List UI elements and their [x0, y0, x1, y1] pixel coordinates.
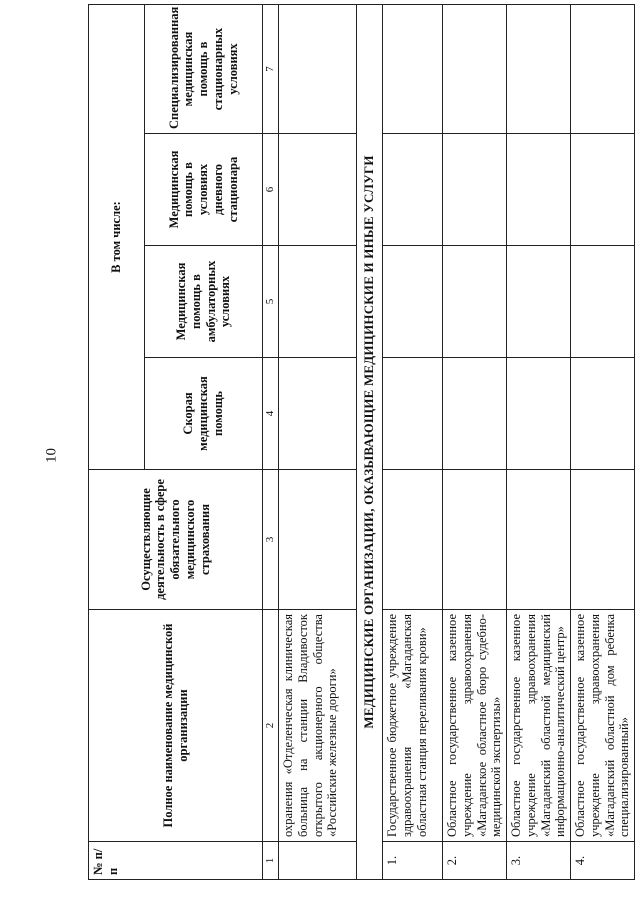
- index-row: [263, 5, 279, 880]
- header-specialized: Специализированная медицинская помощь в стационарных условиях: [145, 5, 263, 134]
- empty-cell: [571, 470, 635, 610]
- header-in-total: В том числе:: [89, 5, 145, 470]
- empty-cell: [279, 470, 357, 610]
- header-oms: Осуществляющие деятельность в сфере обязательного медицинского страхования: [89, 470, 263, 610]
- table-row: [443, 5, 507, 880]
- row-number: 1.: [383, 842, 443, 880]
- index-cell: 6: [263, 134, 279, 246]
- carry-over-no: [279, 842, 357, 880]
- row-number: 2.: [443, 842, 507, 880]
- organization-name: Областное государственное казенное учреждение здравоохранения «Магаданское областное бюро судебно-медицинской экспертизы»: [443, 610, 507, 842]
- empty-cell: [571, 358, 635, 470]
- empty-cell: [507, 246, 571, 358]
- empty-cell: [383, 358, 443, 470]
- empty-cell: [507, 134, 571, 246]
- row-number: 4.: [571, 842, 635, 880]
- organization-name: Областное государственное казенное учреждение здравоохранения «Магаданский областной медицинский информационно-аналитический центр»: [507, 610, 571, 842]
- rotated-table-container: [88, 5, 636, 880]
- empty-cell: [279, 5, 357, 134]
- header-emergency: Скорая медицинская помощь: [145, 358, 263, 470]
- header-ambulatory: Медицинская помощь в амбулаторных условиях: [145, 246, 263, 358]
- index-cell: 5: [263, 246, 279, 358]
- empty-cell: [279, 358, 357, 470]
- table-row: [383, 5, 443, 880]
- empty-cell: [443, 470, 507, 610]
- empty-cell: [507, 358, 571, 470]
- table-row: [507, 5, 571, 880]
- carry-over-row: [279, 5, 357, 880]
- header-day-hospital: Медицинская помощь в условиях дневного стационара: [145, 134, 263, 246]
- index-cell: 7: [263, 5, 279, 134]
- empty-cell: [571, 246, 635, 358]
- empty-cell: [443, 5, 507, 134]
- empty-cell: [383, 134, 443, 246]
- page-number: 10: [43, 448, 60, 463]
- section-row: [357, 5, 383, 880]
- index-cell: 4: [263, 358, 279, 470]
- empty-cell: [507, 470, 571, 610]
- header-no: № п/п: [89, 842, 263, 880]
- index-cell: 1: [263, 842, 279, 880]
- index-cell: 3: [263, 470, 279, 610]
- empty-cell: [279, 246, 357, 358]
- index-cell: 2: [263, 610, 279, 842]
- empty-cell: [383, 5, 443, 134]
- header-row-1: [89, 5, 145, 880]
- medical-organizations-table: [88, 4, 635, 880]
- empty-cell: [443, 358, 507, 470]
- organization-name: Государственное бюджетное учреждение здравоохранения «Магаданская областная станция переливания крови»: [383, 610, 443, 842]
- empty-cell: [571, 5, 635, 134]
- empty-cell: [507, 5, 571, 134]
- table-row: [571, 5, 635, 880]
- organization-name: Областное государственное казенное учреждение здравоохранения «Магаданский областной дом ребенка специализированный»: [571, 610, 635, 842]
- header-name: Полное наименование медицинской организации: [89, 610, 263, 842]
- section-title: МЕДИЦИНСКИЕ ОРГАНИЗАЦИИ, ОКАЗЫВАЮЩИЕ МЕДИЦИНСКИЕ И ИНЫЕ УСЛУГИ: [357, 5, 383, 880]
- empty-cell: [279, 134, 357, 246]
- empty-cell: [443, 134, 507, 246]
- empty-cell: [383, 246, 443, 358]
- row-number: 3.: [507, 842, 571, 880]
- empty-cell: [443, 246, 507, 358]
- carry-over-name: охранения «Отделенческая клиническая больница на станции Владивосток открытого акционерного общества «Российские железные дороги»: [279, 610, 357, 842]
- empty-cell: [383, 470, 443, 610]
- empty-cell: [571, 134, 635, 246]
